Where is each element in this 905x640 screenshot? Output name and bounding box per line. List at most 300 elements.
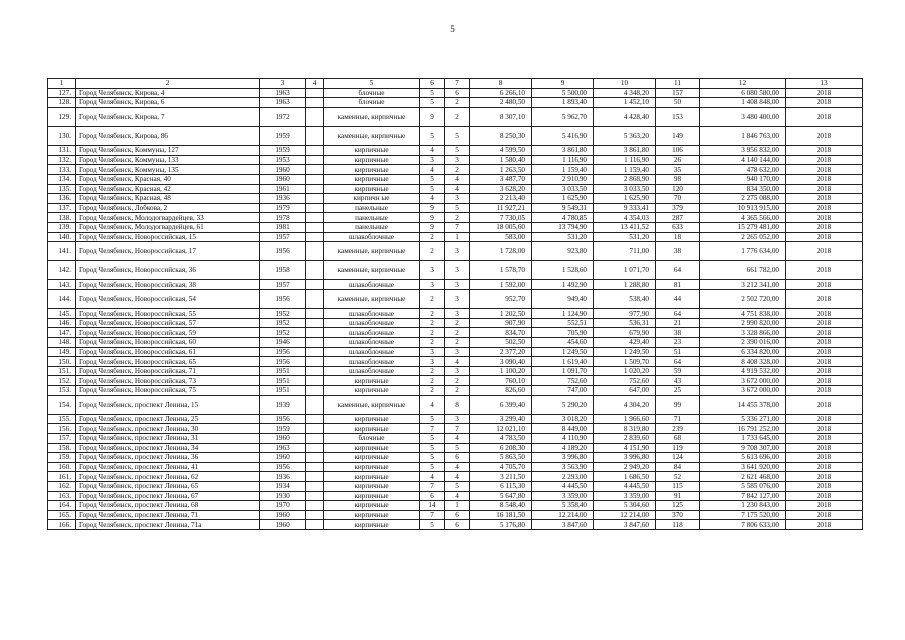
total-area-cell: 826,60 — [470, 386, 532, 396]
row-number-cell: 147. — [48, 328, 76, 338]
cost-cell: 16 791 252,00 — [700, 424, 786, 434]
wall-material-cell: блочные — [324, 88, 420, 98]
entrances-cell: 2 — [445, 165, 470, 175]
column-4-cell — [306, 510, 324, 520]
residents-cell: 84 — [656, 462, 700, 472]
residential-area-cell: 1 966,60 — [594, 414, 656, 424]
column-4-cell — [306, 232, 324, 242]
floors-cell: 9 — [420, 222, 445, 232]
column-4-cell — [306, 155, 324, 165]
entrances-cell: 5 — [445, 146, 470, 156]
table-row — [48, 501, 863, 511]
floors-cell: 3 — [420, 261, 445, 280]
entrances-cell: 4 — [445, 357, 470, 367]
living-area-cell: 4 780,85 — [532, 213, 594, 223]
year-built-cell: 1956 — [260, 347, 306, 357]
floors-cell: 2 — [420, 376, 445, 386]
entrances-cell: 2 — [445, 98, 470, 108]
column-4-cell — [306, 203, 324, 213]
residential-area-cell: 9 333,41 — [594, 203, 656, 213]
residents-cell: 153 — [656, 107, 700, 126]
entrances-cell: 3 — [445, 194, 470, 204]
residential-area-cell: 1 288,80 — [594, 280, 656, 290]
column-4-cell — [306, 520, 324, 530]
floors-cell: 3 — [420, 347, 445, 357]
address-cell: Город Челябинск, Новороссийская, 75 — [76, 386, 260, 396]
total-area-cell: 16 181,50 — [470, 510, 532, 520]
floors-cell: 6 — [420, 491, 445, 501]
residents-cell: 379 — [656, 203, 700, 213]
year-planned-cell: 2018 — [786, 88, 863, 98]
floors-cell: 3 — [420, 357, 445, 367]
wall-material-cell: кирпичные — [324, 376, 420, 386]
address-cell: Город Челябинск, Новороссийская, 17 — [76, 242, 260, 261]
table-row — [48, 194, 863, 204]
cost-cell: 3 328 866,00 — [700, 328, 786, 338]
row-number-cell: 162. — [48, 481, 76, 491]
table-row — [48, 414, 863, 424]
residential-area-cell: 679,90 — [594, 328, 656, 338]
wall-material-cell: шлакоблочные — [324, 366, 420, 376]
residential-area-cell: 711,00 — [594, 242, 656, 261]
wall-material-cell: кирпичные — [324, 386, 420, 396]
row-number-cell: 165. — [48, 510, 76, 520]
floors-cell: 5 — [420, 520, 445, 530]
address-cell: Город Челябинск, Новороссийская, 55 — [76, 309, 260, 319]
floors-cell: 5 — [420, 433, 445, 443]
residential-area-cell: 752,60 — [594, 376, 656, 386]
residential-area-cell: 2 949,20 — [594, 462, 656, 472]
entrances-cell: 2 — [445, 213, 470, 223]
column-4-cell — [306, 424, 324, 434]
residents-cell: 115 — [656, 481, 700, 491]
year-built-cell: 1960 — [260, 174, 306, 184]
residents-cell: 38 — [656, 328, 700, 338]
total-area-cell: 1 580,40 — [470, 155, 532, 165]
table-row — [48, 155, 863, 165]
residential-area-cell: 3 847,60 — [594, 520, 656, 530]
wall-material-cell: кирпичные — [324, 491, 420, 501]
residents-cell: 51 — [656, 347, 700, 357]
column-4-cell — [306, 491, 324, 501]
table-row — [48, 366, 863, 376]
entrances-cell: 4 — [445, 462, 470, 472]
cost-cell: 4 365 566,00 — [700, 213, 786, 223]
buildings-table — [47, 78, 863, 530]
table-row — [48, 203, 863, 213]
year-planned-cell: 2018 — [786, 155, 863, 165]
floors-cell: 3 — [420, 155, 445, 165]
residents-cell: 91 — [656, 491, 700, 501]
wall-material-cell: шлакоблочные — [324, 232, 420, 242]
address-cell: Город Челябинск, проспект Ленина, 68 — [76, 501, 260, 511]
residential-area-cell: 429,40 — [594, 338, 656, 348]
entrances-cell: 8 — [445, 395, 470, 414]
wall-material-cell: шлакоблочные — [324, 357, 420, 367]
header-cell-5: 5 — [324, 79, 420, 89]
column-4-cell — [306, 328, 324, 338]
total-area-cell: 5 176,80 — [470, 520, 532, 530]
total-area-cell: 502,50 — [470, 338, 532, 348]
residents-cell: 70 — [656, 194, 700, 204]
table-row — [48, 318, 863, 328]
wall-material-cell: кирпичные — [324, 453, 420, 463]
year-planned-cell: 2018 — [786, 491, 863, 501]
cost-cell: 6 080 580,00 — [700, 88, 786, 98]
row-number-cell: 141. — [48, 242, 76, 261]
table-row — [48, 98, 863, 108]
year-planned-cell: 2018 — [786, 318, 863, 328]
total-area-cell: 834,70 — [470, 328, 532, 338]
row-number-cell: 159. — [48, 453, 76, 463]
table-row — [48, 309, 863, 319]
column-4-cell — [306, 88, 324, 98]
row-number-cell: 145. — [48, 309, 76, 319]
entrances-cell: 4 — [445, 472, 470, 482]
total-area-cell: 3 487,70 — [470, 174, 532, 184]
year-planned-cell: 2018 — [786, 261, 863, 280]
row-number-cell: 151. — [48, 366, 76, 376]
year-planned-cell: 2018 — [786, 126, 863, 145]
year-built-cell: 1930 — [260, 491, 306, 501]
wall-material-cell: кирпичн ые — [324, 194, 420, 204]
year-built-cell: 1963 — [260, 88, 306, 98]
total-area-cell: 4 783,50 — [470, 433, 532, 443]
table-row — [48, 213, 863, 223]
total-area-cell: 8 548,40 — [470, 501, 532, 511]
floors-cell: 5 — [420, 443, 445, 453]
row-number-cell: 131. — [48, 146, 76, 156]
cost-cell: 5 585 076,00 — [700, 481, 786, 491]
wall-material-cell: шлакоблочные — [324, 280, 420, 290]
column-4-cell — [306, 386, 324, 396]
year-planned-cell: 2018 — [786, 501, 863, 511]
year-built-cell: 1952 — [260, 328, 306, 338]
year-built-cell: 1957 — [260, 280, 306, 290]
living-area-cell: 949,40 — [532, 290, 594, 309]
residents-cell: 119 — [656, 443, 700, 453]
total-area-cell: 1 100,20 — [470, 366, 532, 376]
table-row — [48, 126, 863, 145]
floors-cell: 4 — [420, 146, 445, 156]
table-row — [48, 357, 863, 367]
wall-material-cell: блочные — [324, 433, 420, 443]
table-row — [48, 520, 863, 530]
residential-area-cell: 4 304,20 — [594, 395, 656, 414]
total-area-cell: 8 307,10 — [470, 107, 532, 126]
floors-cell: 9 — [420, 213, 445, 223]
year-built-cell: 1936 — [260, 472, 306, 482]
column-4-cell — [306, 338, 324, 348]
year-built-cell: 1960 — [260, 520, 306, 530]
living-area-cell: 1 116,90 — [532, 155, 594, 165]
column-4-cell — [306, 462, 324, 472]
wall-material-cell: шлакоблочные — [324, 309, 420, 319]
row-number-cell: 144. — [48, 290, 76, 309]
address-cell: Город Челябинск, Новороссийская, 38 — [76, 280, 260, 290]
residential-area-cell: 1 625,90 — [594, 194, 656, 204]
entrances-cell: 3 — [445, 414, 470, 424]
column-4-cell — [306, 174, 324, 184]
residents-cell: 118 — [656, 520, 700, 530]
cost-cell: 834 350,00 — [700, 184, 786, 194]
total-area-cell: 6 266,10 — [470, 88, 532, 98]
cost-cell: 5 613 696,00 — [700, 453, 786, 463]
column-4-cell — [306, 347, 324, 357]
table-row — [48, 280, 863, 290]
living-area-cell: 8 449,00 — [532, 424, 594, 434]
living-area-cell: 1 893,40 — [532, 98, 594, 108]
entrances-cell: 7 — [445, 424, 470, 434]
residents-cell: 18 — [656, 232, 700, 242]
year-built-cell: 1956 — [260, 242, 306, 261]
cost-cell: 3 641 920,00 — [700, 462, 786, 472]
year-planned-cell: 2018 — [786, 232, 863, 242]
total-area-cell: 1 202,50 — [470, 309, 532, 319]
table-row — [48, 328, 863, 338]
column-4-cell — [306, 414, 324, 424]
year-built-cell: 1951 — [260, 376, 306, 386]
table-row — [48, 433, 863, 443]
cost-cell: 15 279 481,00 — [700, 222, 786, 232]
living-area-cell: 1 124,90 — [532, 309, 594, 319]
address-cell: Город Челябинск, Молодогвардейцев, 33 — [76, 213, 260, 223]
living-area-cell: 5 500,00 — [532, 88, 594, 98]
address-cell: Город Челябинск, Коммуны, 133 — [76, 155, 260, 165]
table-row — [48, 242, 863, 261]
living-area-cell: 5 358,40 — [532, 501, 594, 511]
residential-area-cell: 4 348,20 — [594, 88, 656, 98]
row-number-cell: 127. — [48, 88, 76, 98]
row-number-cell: 150. — [48, 357, 76, 367]
column-4-cell — [306, 222, 324, 232]
year-planned-cell: 2018 — [786, 338, 863, 348]
cost-cell: 2 265 052,00 — [700, 232, 786, 242]
cost-cell: 7 806 633,00 — [700, 520, 786, 530]
table-row — [48, 462, 863, 472]
year-built-cell: 1939 — [260, 395, 306, 414]
header-cell-4: 4 — [306, 79, 324, 89]
cost-cell: 1 776 634,00 — [700, 242, 786, 261]
address-cell: Город Челябинск, Кирова, 86 — [76, 126, 260, 145]
table-row — [48, 424, 863, 434]
year-planned-cell: 2018 — [786, 520, 863, 530]
row-number-cell: 130. — [48, 126, 76, 145]
table-row — [48, 443, 863, 453]
year-built-cell: 1946 — [260, 338, 306, 348]
address-cell: Город Челябинск, Кирова, 7 — [76, 107, 260, 126]
year-planned-cell: 2018 — [786, 386, 863, 396]
column-4-cell — [306, 126, 324, 145]
column-4-cell — [306, 501, 324, 511]
row-number-cell: 164. — [48, 501, 76, 511]
entrances-cell: 5 — [445, 126, 470, 145]
entrances-cell: 7 — [445, 222, 470, 232]
address-cell: Город Челябинск, проспект Ленина, 30 — [76, 424, 260, 434]
year-built-cell: 1960 — [260, 165, 306, 175]
floors-cell: 5 — [420, 414, 445, 424]
cost-cell: 8 408 328,00 — [700, 357, 786, 367]
living-area-cell: 3 847,60 — [532, 520, 594, 530]
residents-cell: 124 — [656, 453, 700, 463]
cost-cell: 661 782,00 — [700, 261, 786, 280]
address-cell: Город Челябинск, проспект Ленина, 65 — [76, 481, 260, 491]
entrances-cell: 6 — [445, 88, 470, 98]
address-cell: Город Челябинск, Новороссийская, 65 — [76, 357, 260, 367]
wall-material-cell: шлакоблочные — [324, 338, 420, 348]
total-area-cell: 12 021,10 — [470, 424, 532, 434]
residents-cell: 239 — [656, 424, 700, 434]
floors-cell: 4 — [420, 395, 445, 414]
column-4-cell — [306, 280, 324, 290]
wall-material-cell: кирпичные — [324, 481, 420, 491]
residents-cell: 50 — [656, 98, 700, 108]
residential-area-cell: 3 996,80 — [594, 453, 656, 463]
row-number-cell: 142. — [48, 261, 76, 280]
row-number-cell: 160. — [48, 462, 76, 472]
address-cell: Город Челябинск, проспект Ленина, 67 — [76, 491, 260, 501]
address-cell: Город Челябинск, проспект Ленина, 41 — [76, 462, 260, 472]
table-body — [48, 79, 863, 530]
row-number-cell: 157. — [48, 433, 76, 443]
residents-cell: 21 — [656, 318, 700, 328]
residential-area-cell: 4 445,50 — [594, 481, 656, 491]
residents-cell: 99 — [656, 395, 700, 414]
cost-cell: 6 334 820,00 — [700, 347, 786, 357]
header-cell-8: 8 — [470, 79, 532, 89]
entrances-cell: 4 — [445, 433, 470, 443]
living-area-cell: 531,20 — [532, 232, 594, 242]
row-number-cell: 138. — [48, 213, 76, 223]
column-4-cell — [306, 318, 324, 328]
year-planned-cell: 2018 — [786, 414, 863, 424]
entrances-cell: 2 — [445, 328, 470, 338]
residents-cell: 68 — [656, 433, 700, 443]
residential-area-cell: 538,40 — [594, 290, 656, 309]
cost-cell: 1 733 645,00 — [700, 433, 786, 443]
address-cell: Город Челябинск, Новороссийская, 15 — [76, 232, 260, 242]
residents-cell: 52 — [656, 472, 700, 482]
year-built-cell: 1934 — [260, 481, 306, 491]
year-planned-cell: 2018 — [786, 328, 863, 338]
year-built-cell: 1952 — [260, 309, 306, 319]
year-planned-cell: 2018 — [786, 184, 863, 194]
residential-area-cell: 5 363,20 — [594, 126, 656, 145]
row-number-cell: 153. — [48, 386, 76, 396]
residents-cell: 157 — [656, 88, 700, 98]
residential-area-cell: 1 020,20 — [594, 366, 656, 376]
year-built-cell: 1970 — [260, 501, 306, 511]
living-area-cell: 4 445,50 — [532, 481, 594, 491]
row-number-cell: 139. — [48, 222, 76, 232]
residential-area-cell: 1 116,90 — [594, 155, 656, 165]
row-number-cell: 133. — [48, 165, 76, 175]
year-built-cell: 1959 — [260, 126, 306, 145]
total-area-cell: 18 005,60 — [470, 222, 532, 232]
year-planned-cell: 2018 — [786, 347, 863, 357]
residents-cell: 633 — [656, 222, 700, 232]
header-cell-1: 1 — [48, 79, 76, 89]
cost-cell: 1 408 848,00 — [700, 98, 786, 108]
residential-area-cell: 1 071,70 — [594, 261, 656, 280]
residential-area-cell: 12 214,00 — [594, 510, 656, 520]
total-area-cell: 583,00 — [470, 232, 532, 242]
wall-material-cell: кирпичные — [324, 146, 420, 156]
living-area-cell: 2 910,90 — [532, 174, 594, 184]
year-built-cell: 1956 — [260, 462, 306, 472]
residents-cell: 98 — [656, 174, 700, 184]
total-area-cell: 952,70 — [470, 290, 532, 309]
year-planned-cell: 2018 — [786, 309, 863, 319]
row-number-cell: 134. — [48, 174, 76, 184]
wall-material-cell: панельные — [324, 203, 420, 213]
living-area-cell: 1 625,90 — [532, 194, 594, 204]
address-cell: Город Челябинск, Новороссийская, 60 — [76, 338, 260, 348]
year-built-cell: 1956 — [260, 290, 306, 309]
wall-material-cell: каменные, кирпичные — [324, 290, 420, 309]
wall-material-cell: каменные, кирпичные — [324, 126, 420, 145]
living-area-cell: 705,90 — [532, 328, 594, 338]
cost-cell: 9 708 307,00 — [700, 443, 786, 453]
residential-area-cell: 4 151,90 — [594, 443, 656, 453]
total-area-cell: 3 628,20 — [470, 184, 532, 194]
cost-cell: 2 990 820,00 — [700, 318, 786, 328]
year-planned-cell: 2018 — [786, 472, 863, 482]
residential-area-cell: 1 509,70 — [594, 357, 656, 367]
address-cell: Город Челябинск, Лобкова, 2 — [76, 203, 260, 213]
table-row — [48, 481, 863, 491]
year-built-cell: 1951 — [260, 366, 306, 376]
year-built-cell: 1960 — [260, 433, 306, 443]
address-cell: Город Челябинск, Красная, 42 — [76, 184, 260, 194]
address-cell: Город Челябинск, Новороссийская, 61 — [76, 347, 260, 357]
living-area-cell: 552,51 — [532, 318, 594, 328]
floors-cell: 3 — [420, 280, 445, 290]
total-area-cell: 760,10 — [470, 376, 532, 386]
row-number-cell: 156. — [48, 424, 76, 434]
year-planned-cell: 2018 — [786, 510, 863, 520]
year-planned-cell: 2018 — [786, 203, 863, 213]
address-cell: Город Челябинск, Красная, 40 — [76, 174, 260, 184]
column-4-cell — [306, 165, 324, 175]
year-planned-cell: 2018 — [786, 481, 863, 491]
year-built-cell: 1952 — [260, 318, 306, 328]
row-number-cell: 129. — [48, 107, 76, 126]
year-built-cell: 1956 — [260, 414, 306, 424]
year-planned-cell: 2018 — [786, 433, 863, 443]
table-row — [48, 491, 863, 501]
year-planned-cell: 2018 — [786, 174, 863, 184]
table-row — [48, 395, 863, 414]
row-number-cell: 161. — [48, 472, 76, 482]
year-planned-cell: 2018 — [786, 280, 863, 290]
row-number-cell: 146. — [48, 318, 76, 328]
entrances-cell: 2 — [445, 376, 470, 386]
column-4-cell — [306, 213, 324, 223]
cost-cell: 3 212 341,00 — [700, 280, 786, 290]
living-area-cell: 3 359,00 — [532, 491, 594, 501]
column-4-cell — [306, 481, 324, 491]
floors-cell: 5 — [420, 88, 445, 98]
row-number-cell: 143. — [48, 280, 76, 290]
total-area-cell: 6 115,30 — [470, 481, 532, 491]
entrances-cell: 2 — [445, 318, 470, 328]
header-row — [48, 79, 863, 89]
table-row — [48, 222, 863, 232]
residents-cell: 125 — [656, 501, 700, 511]
living-area-cell: 3 996,80 — [532, 453, 594, 463]
living-area-cell: 747,00 — [532, 386, 594, 396]
